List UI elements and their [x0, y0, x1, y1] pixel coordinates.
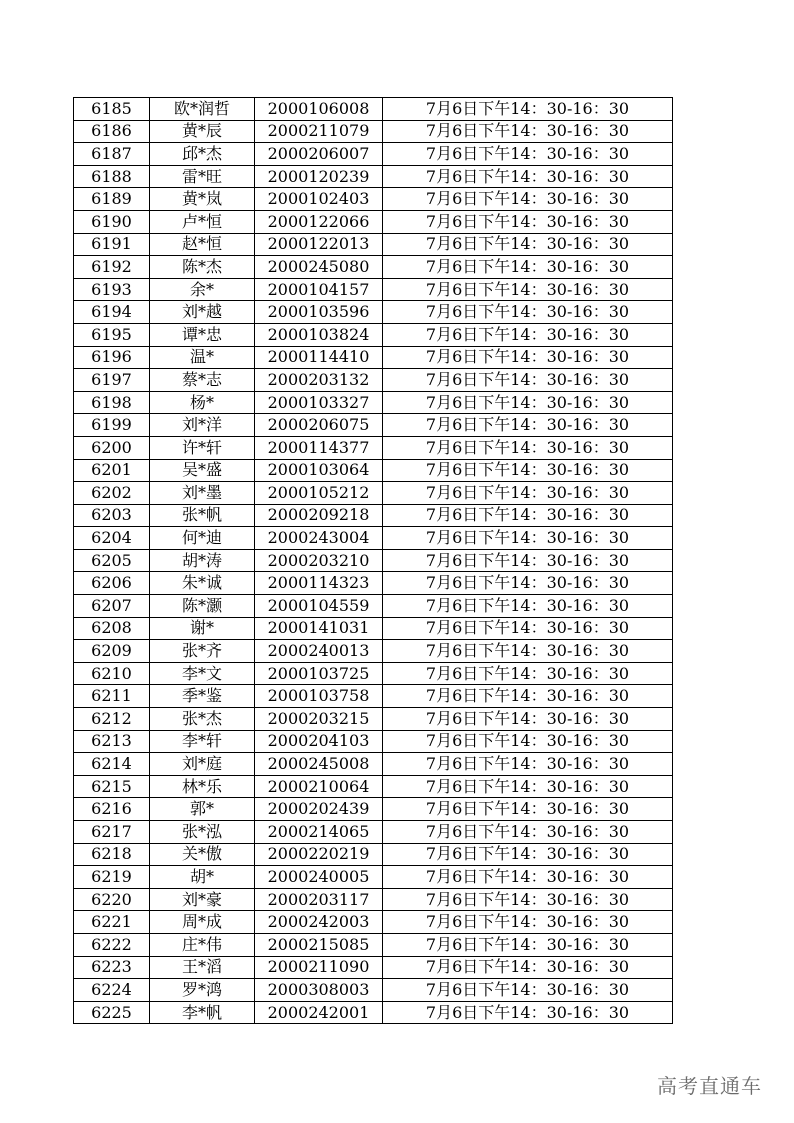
- exam-id-cell: 2000103327: [255, 391, 383, 414]
- exam-time-cell: 7月6日下午14：30-16：30: [383, 956, 673, 979]
- student-name-cell: 李*轩: [150, 730, 255, 753]
- table-row: [74, 708, 673, 731]
- exam-time-cell: 7月6日下午14：30-16：30: [383, 527, 673, 550]
- exam-time-cell: 7月6日下午14：30-16：30: [383, 798, 673, 821]
- exam-id-cell: 2000103758: [255, 685, 383, 708]
- exam-time-cell: 7月6日下午14：30-16：30: [383, 323, 673, 346]
- exam-id-cell: 2000103725: [255, 662, 383, 685]
- seq-number-cell: 6188: [74, 165, 150, 188]
- student-name-cell: 陈*杰: [150, 256, 255, 279]
- seq-number-cell: 6217: [74, 821, 150, 844]
- student-name-cell: 赵*恒: [150, 233, 255, 256]
- exam-id-cell: 2000104157: [255, 278, 383, 301]
- seq-number-cell: 6192: [74, 256, 150, 279]
- exam-id-cell: 2000203210: [255, 549, 383, 572]
- student-name-cell: 刘*豪: [150, 888, 255, 911]
- exam-id-cell: 2000122066: [255, 210, 383, 233]
- table-row: [74, 527, 673, 550]
- student-name-cell: 李*文: [150, 662, 255, 685]
- seq-number-cell: 6203: [74, 504, 150, 527]
- student-name-cell: 刘*墨: [150, 482, 255, 505]
- exam-id-cell: 2000203132: [255, 369, 383, 392]
- student-name-cell: 刘*越: [150, 301, 255, 324]
- student-name-cell: 杨*: [150, 391, 255, 414]
- student-name-cell: 刘*洋: [150, 414, 255, 437]
- exam-time-cell: 7月6日下午14：30-16：30: [383, 278, 673, 301]
- seq-number-cell: 6200: [74, 436, 150, 459]
- exam-id-cell: 2000242003: [255, 911, 383, 934]
- exam-time-cell: 7月6日下午14：30-16：30: [383, 188, 673, 211]
- student-name-cell: 关*傲: [150, 843, 255, 866]
- exam-id-cell: 2000102403: [255, 188, 383, 211]
- student-name-cell: 胡*: [150, 866, 255, 889]
- exam-time-cell: 7月6日下午14：30-16：30: [383, 685, 673, 708]
- table-row: [74, 120, 673, 143]
- exam-time-cell: 7月6日下午14：30-16：30: [383, 414, 673, 437]
- exam-time-cell: 7月6日下午14：30-16：30: [383, 233, 673, 256]
- table-row: [74, 1001, 673, 1024]
- seq-number-cell: 6223: [74, 956, 150, 979]
- student-name-cell: 罗*鸿: [150, 979, 255, 1002]
- student-name-cell: 陈*灏: [150, 595, 255, 618]
- student-name-cell: 邱*杰: [150, 143, 255, 166]
- exam-time-cell: 7月6日下午14：30-16：30: [383, 979, 673, 1002]
- student-name-cell: 张*帆: [150, 504, 255, 527]
- student-name-cell: 季*鉴: [150, 685, 255, 708]
- student-name-cell: 林*乐: [150, 775, 255, 798]
- student-name-cell: 卢*恒: [150, 210, 255, 233]
- exam-id-cell: 2000211090: [255, 956, 383, 979]
- exam-time-cell: 7月6日下午14：30-16：30: [383, 843, 673, 866]
- table-row: [74, 210, 673, 233]
- watermark-text: 高考直通车: [657, 1074, 762, 1098]
- table-row: [74, 301, 673, 324]
- seq-number-cell: 6212: [74, 708, 150, 731]
- roster-table: [73, 97, 673, 1024]
- exam-time-cell: 7月6日下午14：30-16：30: [383, 504, 673, 527]
- student-name-cell: 张*泓: [150, 821, 255, 844]
- seq-number-cell: 6199: [74, 414, 150, 437]
- seq-number-cell: 6187: [74, 143, 150, 166]
- student-name-cell: 吴*盛: [150, 459, 255, 482]
- student-name-cell: 李*帆: [150, 1001, 255, 1024]
- seq-number-cell: 6224: [74, 979, 150, 1002]
- table-row: [74, 143, 673, 166]
- seq-number-cell: 6208: [74, 617, 150, 640]
- seq-number-cell: 6185: [74, 98, 150, 121]
- exam-time-cell: 7月6日下午14：30-16：30: [383, 775, 673, 798]
- seq-number-cell: 6225: [74, 1001, 150, 1024]
- seq-number-cell: 6189: [74, 188, 150, 211]
- student-name-cell: 黄*岚: [150, 188, 255, 211]
- exam-time-cell: 7月6日下午14：30-16：30: [383, 888, 673, 911]
- roster-table-body: [74, 98, 673, 1024]
- seq-number-cell: 6221: [74, 911, 150, 934]
- seq-number-cell: 6213: [74, 730, 150, 753]
- exam-id-cell: 2000203215: [255, 708, 383, 731]
- student-name-cell: 余*: [150, 278, 255, 301]
- student-name-cell: 王*滔: [150, 956, 255, 979]
- table-row: [74, 459, 673, 482]
- seq-number-cell: 6207: [74, 595, 150, 618]
- exam-time-cell: 7月6日下午14：30-16：30: [383, 436, 673, 459]
- table-row: [74, 662, 673, 685]
- seq-number-cell: 6190: [74, 210, 150, 233]
- seq-number-cell: 6214: [74, 753, 150, 776]
- student-name-cell: 谢*: [150, 617, 255, 640]
- exam-time-cell: 7月6日下午14：30-16：30: [383, 708, 673, 731]
- exam-id-cell: 2000206007: [255, 143, 383, 166]
- table-row: [74, 504, 673, 527]
- exam-id-cell: 2000114410: [255, 346, 383, 369]
- exam-id-cell: 2000242001: [255, 1001, 383, 1024]
- seq-number-cell: 6196: [74, 346, 150, 369]
- table-row: [74, 866, 673, 889]
- exam-time-cell: 7月6日下午14：30-16：30: [383, 730, 673, 753]
- exam-id-cell: 2000214065: [255, 821, 383, 844]
- table-row: [74, 165, 673, 188]
- seq-number-cell: 6215: [74, 775, 150, 798]
- exam-time-cell: 7月6日下午14：30-16：30: [383, 482, 673, 505]
- student-name-cell: 郭*: [150, 798, 255, 821]
- exam-id-cell: 2000122013: [255, 233, 383, 256]
- exam-time-cell: 7月6日下午14：30-16：30: [383, 369, 673, 392]
- student-name-cell: 周*成: [150, 911, 255, 934]
- table-row: [74, 730, 673, 753]
- exam-id-cell: 2000240005: [255, 866, 383, 889]
- table-row: [74, 391, 673, 414]
- seq-number-cell: 6216: [74, 798, 150, 821]
- seq-number-cell: 6220: [74, 888, 150, 911]
- table-row: [74, 323, 673, 346]
- seq-number-cell: 6186: [74, 120, 150, 143]
- exam-time-cell: 7月6日下午14：30-16：30: [383, 391, 673, 414]
- exam-time-cell: 7月6日下午14：30-16：30: [383, 753, 673, 776]
- exam-time-cell: 7月6日下午14：30-16：30: [383, 210, 673, 233]
- exam-time-cell: 7月6日下午14：30-16：30: [383, 933, 673, 956]
- seq-number-cell: 6197: [74, 369, 150, 392]
- exam-id-cell: 2000215085: [255, 933, 383, 956]
- exam-time-cell: 7月6日下午14：30-16：30: [383, 120, 673, 143]
- table-row: [74, 979, 673, 1002]
- seq-number-cell: 6204: [74, 527, 150, 550]
- table-row: [74, 595, 673, 618]
- exam-time-cell: 7月6日下午14：30-16：30: [383, 549, 673, 572]
- student-name-cell: 谭*忠: [150, 323, 255, 346]
- exam-id-cell: 2000120239: [255, 165, 383, 188]
- student-name-cell: 雷*旺: [150, 165, 255, 188]
- exam-time-cell: 7月6日下午14：30-16：30: [383, 821, 673, 844]
- seq-number-cell: 6210: [74, 662, 150, 685]
- student-name-cell: 朱*诚: [150, 572, 255, 595]
- exam-time-cell: 7月6日下午14：30-16：30: [383, 595, 673, 618]
- seq-number-cell: 6205: [74, 549, 150, 572]
- exam-time-cell: 7月6日下午14：30-16：30: [383, 256, 673, 279]
- exam-id-cell: 2000103596: [255, 301, 383, 324]
- exam-time-cell: 7月6日下午14：30-16：30: [383, 346, 673, 369]
- exam-id-cell: 2000245008: [255, 753, 383, 776]
- table-row: [74, 843, 673, 866]
- table-row: [74, 369, 673, 392]
- seq-number-cell: 6202: [74, 482, 150, 505]
- exam-time-cell: 7月6日下午14：30-16：30: [383, 911, 673, 934]
- table-row: [74, 572, 673, 595]
- exam-time-cell: 7月6日下午14：30-16：30: [383, 572, 673, 595]
- exam-id-cell: 2000204103: [255, 730, 383, 753]
- student-name-cell: 温*: [150, 346, 255, 369]
- exam-time-cell: 7月6日下午14：30-16：30: [383, 143, 673, 166]
- table-row: [74, 617, 673, 640]
- student-name-cell: 张*齐: [150, 640, 255, 663]
- exam-id-cell: 2000203117: [255, 888, 383, 911]
- table-row: [74, 798, 673, 821]
- exam-id-cell: 2000211079: [255, 120, 383, 143]
- table-row: [74, 888, 673, 911]
- exam-time-cell: 7月6日下午14：30-16：30: [383, 617, 673, 640]
- table-row: [74, 256, 673, 279]
- exam-time-cell: 7月6日下午14：30-16：30: [383, 459, 673, 482]
- exam-time-cell: 7月6日下午14：30-16：30: [383, 165, 673, 188]
- table-row: [74, 753, 673, 776]
- student-name-cell: 刘*庭: [150, 753, 255, 776]
- exam-id-cell: 2000104559: [255, 595, 383, 618]
- exam-id-cell: 2000245080: [255, 256, 383, 279]
- table-row: [74, 549, 673, 572]
- seq-number-cell: 6206: [74, 572, 150, 595]
- table-row: [74, 933, 673, 956]
- table-row: [74, 346, 673, 369]
- seq-number-cell: 6195: [74, 323, 150, 346]
- exam-time-cell: 7月6日下午14：30-16：30: [383, 640, 673, 663]
- seq-number-cell: 6193: [74, 278, 150, 301]
- table-row: [74, 685, 673, 708]
- exam-id-cell: 2000103824: [255, 323, 383, 346]
- seq-number-cell: 6209: [74, 640, 150, 663]
- exam-id-cell: 2000114323: [255, 572, 383, 595]
- exam-id-cell: 2000308003: [255, 979, 383, 1002]
- table-row: [74, 188, 673, 211]
- student-name-cell: 何*迪: [150, 527, 255, 550]
- student-name-cell: 张*杰: [150, 708, 255, 731]
- table-row: [74, 640, 673, 663]
- seq-number-cell: 6201: [74, 459, 150, 482]
- exam-time-cell: 7月6日下午14：30-16：30: [383, 301, 673, 324]
- exam-time-cell: 7月6日下午14：30-16：30: [383, 662, 673, 685]
- exam-id-cell: 2000105212: [255, 482, 383, 505]
- table-row: [74, 278, 673, 301]
- exam-id-cell: 2000220219: [255, 843, 383, 866]
- seq-number-cell: 6194: [74, 301, 150, 324]
- student-name-cell: 欧*润哲: [150, 98, 255, 121]
- student-name-cell: 胡*涛: [150, 549, 255, 572]
- student-name-cell: 庄*伟: [150, 933, 255, 956]
- table-row: [74, 821, 673, 844]
- seq-number-cell: 6219: [74, 866, 150, 889]
- seq-number-cell: 6198: [74, 391, 150, 414]
- exam-time-cell: 7月6日下午14：30-16：30: [383, 98, 673, 121]
- student-name-cell: 黄*辰: [150, 120, 255, 143]
- student-name-cell: 蔡*志: [150, 369, 255, 392]
- exam-time-cell: 7月6日下午14：30-16：30: [383, 1001, 673, 1024]
- exam-id-cell: 2000210064: [255, 775, 383, 798]
- student-name-cell: 许*轩: [150, 436, 255, 459]
- exam-id-cell: 2000202439: [255, 798, 383, 821]
- exam-id-cell: 2000209218: [255, 504, 383, 527]
- exam-id-cell: 2000141031: [255, 617, 383, 640]
- exam-time-cell: 7月6日下午14：30-16：30: [383, 866, 673, 889]
- table-row: [74, 233, 673, 256]
- seq-number-cell: 6218: [74, 843, 150, 866]
- exam-id-cell: 2000106008: [255, 98, 383, 121]
- table-row: [74, 775, 673, 798]
- exam-id-cell: 2000103064: [255, 459, 383, 482]
- table-row: [74, 482, 673, 505]
- seq-number-cell: 6222: [74, 933, 150, 956]
- exam-id-cell: 2000114377: [255, 436, 383, 459]
- exam-id-cell: 2000206075: [255, 414, 383, 437]
- table-row: [74, 98, 673, 121]
- exam-id-cell: 2000243004: [255, 527, 383, 550]
- exam-id-cell: 2000240013: [255, 640, 383, 663]
- table-row: [74, 911, 673, 934]
- table-row: [74, 956, 673, 979]
- table-row: [74, 414, 673, 437]
- seq-number-cell: 6191: [74, 233, 150, 256]
- seq-number-cell: 6211: [74, 685, 150, 708]
- table-row: [74, 436, 673, 459]
